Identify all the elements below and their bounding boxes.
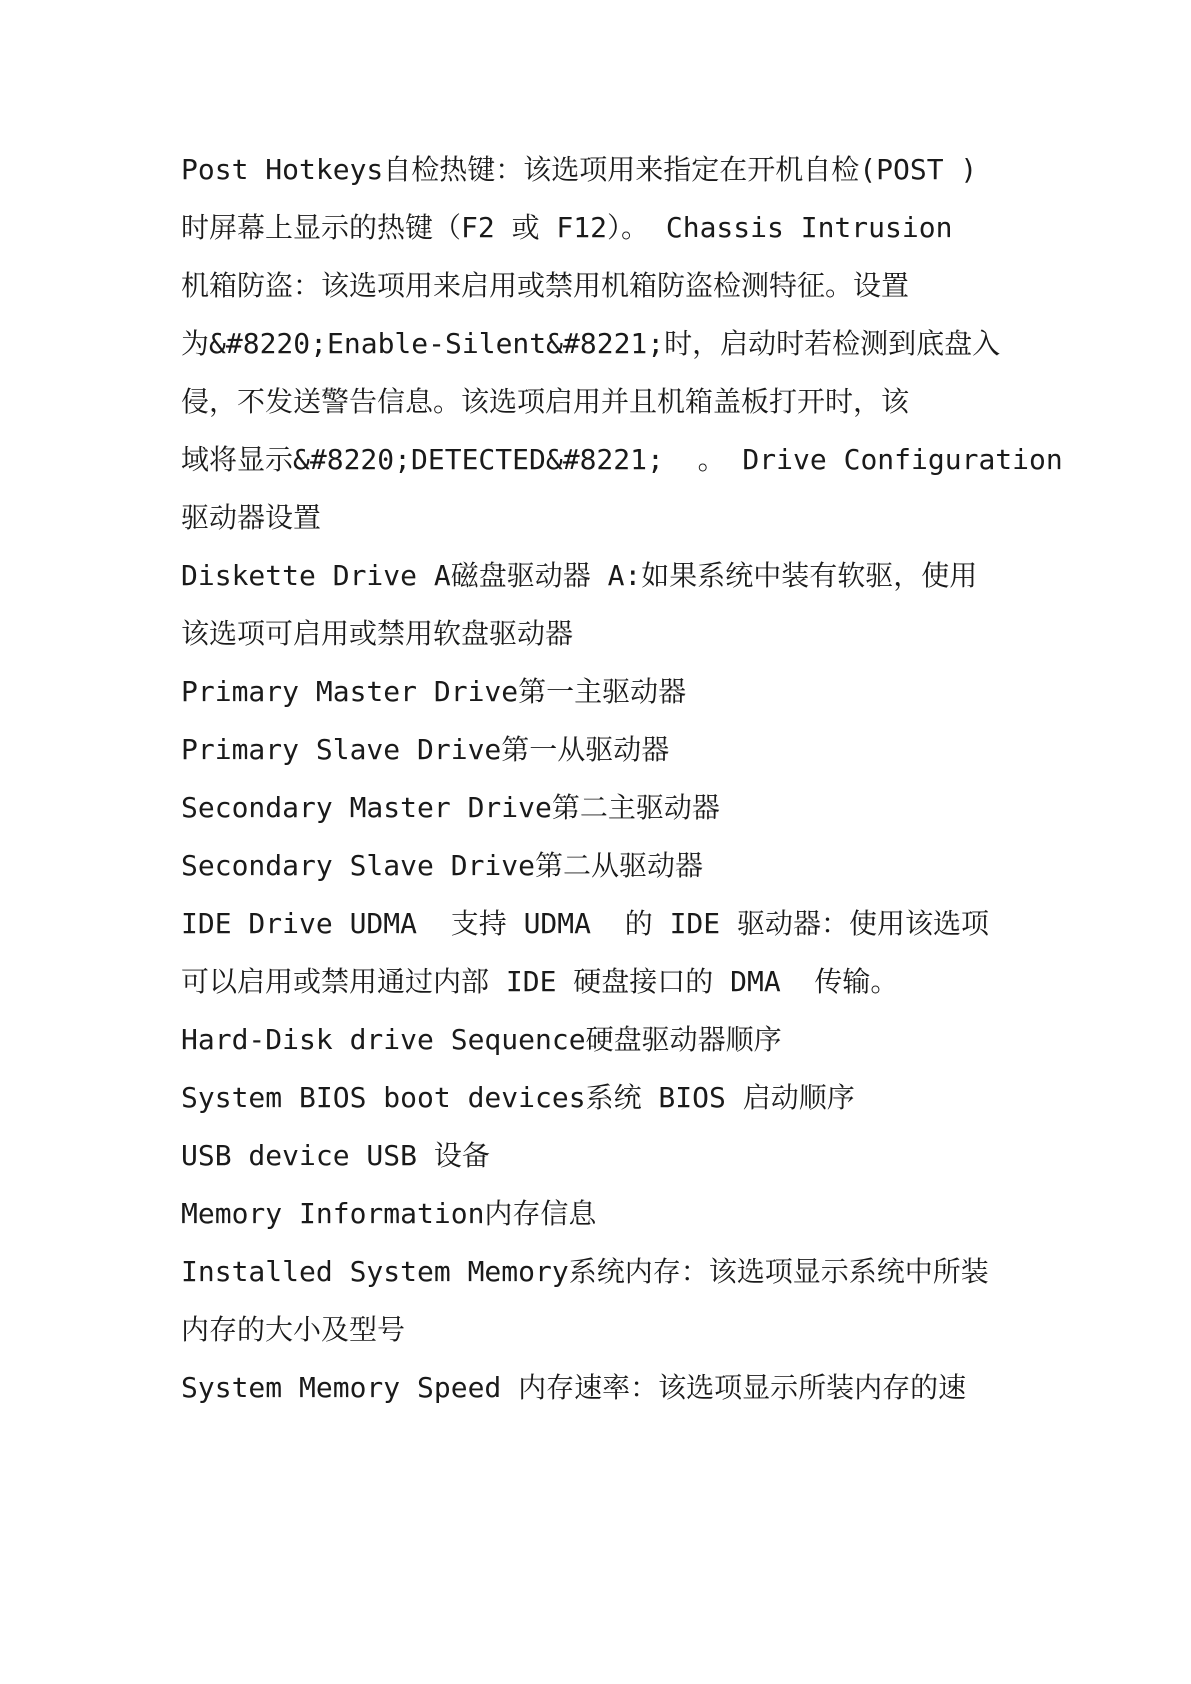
text-line: USB device USB 设备 [181,1139,490,1172]
text-line: System BIOS boot devices系统 BIOS 启动顺序 [181,1081,855,1114]
text-line: Diskette Drive A磁盘驱动器 A:如果系统中装有软驱，使用 [181,559,978,592]
text-line: 驱动器设置 [181,501,322,534]
text-line: 侵，不发送警告信息。该选项启用并且机箱盖板打开时，该 [181,385,910,418]
text-line: IDE Drive UDMA 支持 UDMA 的 IDE 驱动器：使用该选项 [181,907,990,940]
text-line: Primary Master Drive第一主驱动器 [181,675,687,708]
text-line: Installed System Memory系统内存：该选项显示系统中所装 [181,1255,989,1288]
text-line: 为&#8220;Enable-Silent&#8221;时，启动时若检测到底盘入 [181,327,1001,360]
text-line: 机箱防盗：该选项用来启用或禁用机箱防盗检测特征。设置 [181,269,910,302]
text-line: Hard-Disk drive Sequence硬盘驱动器顺序 [181,1023,782,1056]
text-line: Memory Information内存信息 [181,1197,597,1230]
text-line: Post Hotkeys自检热键：该选项用来指定在开机自检(POST ) [181,153,978,186]
text-line: 时屏幕上显示的热键（F2 或 F12）。 Chassis Intrusion [181,211,953,244]
text-line: 域将显示&#8220;DETECTED&#8221; 。 Drive Configuration [181,443,1063,476]
text-line: System Memory Speed 内存速率：该选项显示所装内存的速 [181,1371,967,1404]
text-line: 该选项可启用或禁用软盘驱动器 [181,617,574,650]
text-line: Secondary Master Drive第二主驱动器 [181,791,720,824]
text-line: Secondary Slave Drive第二从驱动器 [181,849,704,882]
text-line: 可以启用或禁用通过内部 IDE 硬盘接口的 DMA 传输。 [181,965,899,998]
text-line: Primary Slave Drive第一从驱动器 [181,733,670,766]
text-line: 内存的大小及型号 [181,1313,406,1346]
